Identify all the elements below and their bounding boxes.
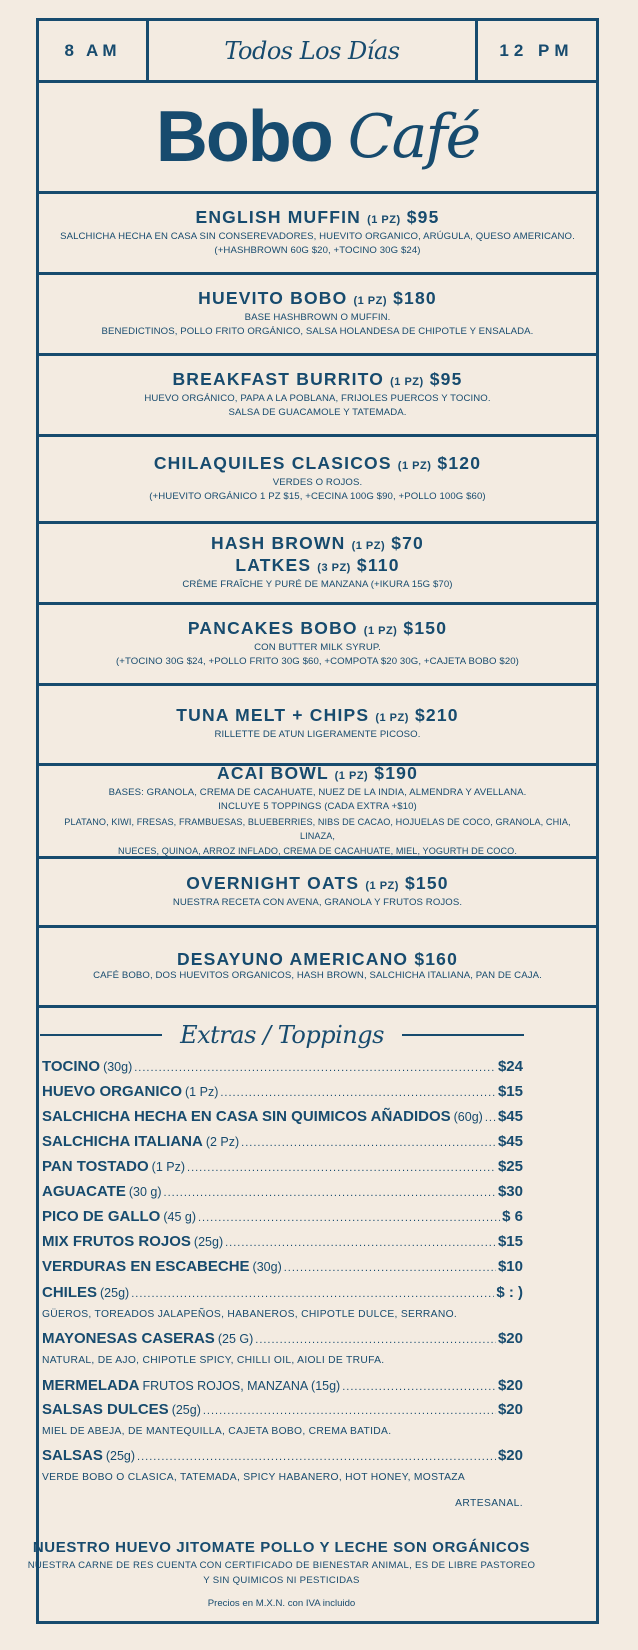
item-qty: (1 PZ) <box>397 459 432 472</box>
item-qty: (1 PZ) <box>363 624 398 637</box>
item-name: LATKES <box>235 554 312 575</box>
extras-title: Extras / Toppings <box>180 1021 384 1049</box>
extra-row <box>42 1083 523 1100</box>
item-desc: BENEDICTINOS, POLLO FRITO ORGÁNICO, SALSA HOLANDESA DE CHIPOTLE Y ENSALADA. <box>101 326 534 337</box>
item-price: $95 <box>406 206 440 227</box>
extra-price: $15 <box>497 1233 523 1250</box>
menu-item <box>39 437 596 524</box>
pesticides-note: Y SIN QUIMICOS NI PESTICIDAS <box>203 1575 360 1586</box>
extra-name: SALCHICHA ITALIANA <box>42 1133 203 1150</box>
item-qty: (1 PZ) <box>375 712 409 725</box>
extra-row <box>42 1183 523 1200</box>
item-title <box>177 950 458 969</box>
item-desc: PLATANO, KIWI, FRESAS, FRAMBUESAS, BLUEBERRIES, NIBS DE CACAO, HOJUELAS DE COCO, GRANOLA, CHIA, LINAZA, <box>64 816 571 842</box>
leader-dots <box>220 1087 496 1099</box>
item-desc: SALSA DE GUACAMOLE Y TATEMADA. <box>228 407 407 418</box>
item-title <box>217 764 418 786</box>
extra-options: VERDE BOBO O CLASICA, TATEMADA, SPICY HABANERO, HOT HONEY, MOSTAZA <box>42 1472 465 1483</box>
item-price: $180 <box>393 287 437 308</box>
extra-options: MIEL DE ABEJA, DE MANTEQUILLA, CAJETA BOBO, CREMA BATIDA. <box>42 1426 392 1437</box>
extra-name: MAYONESAS CASERAS <box>42 1330 215 1347</box>
leader-dots <box>137 1451 496 1463</box>
item-title <box>172 370 462 392</box>
extra-options-continued: ARTESANAL. <box>455 1498 523 1509</box>
extra-price: $20 <box>497 1401 523 1418</box>
leader-dots <box>164 1187 496 1199</box>
item-desc: NUECES, QUINOA, ARROZ INFLADO, CREMA DE CACAHUATE, MIEL, YOGURTH DE COCO. <box>118 845 517 856</box>
extra-qty: (1 Pz) <box>151 1160 186 1174</box>
extra-name: SALSAS DULCES <box>42 1401 169 1418</box>
extra-name: MIX FRUTOS ROJOS <box>42 1233 191 1250</box>
item-qty: (3 PZ) <box>317 561 351 574</box>
extra-qty: (1 Pz) <box>185 1085 219 1099</box>
organic-notice: NUESTRO HUEVO JITOMATE POLLO Y LECHE SON ORGÁNICOS <box>32 1539 531 1556</box>
menu-item <box>39 605 596 686</box>
item-title <box>154 454 481 476</box>
leader-dots <box>203 1405 496 1417</box>
menu-item <box>39 194 596 275</box>
divider <box>402 1034 524 1037</box>
item-name: DESAYUNO AMERICANO <box>176 948 409 969</box>
menu-item <box>39 928 596 1008</box>
menu-item <box>39 356 596 437</box>
leader-dots <box>187 1162 496 1174</box>
item-price: $110 <box>356 554 400 575</box>
item-price: $160 <box>414 948 459 969</box>
item-desc: BASE HASHBROWN O MUFFIN. <box>244 311 391 323</box>
leader-dots <box>225 1237 496 1249</box>
menu-item <box>39 524 596 605</box>
extra-price: $15 <box>497 1083 523 1100</box>
item-desc: INCLUYE 5 TOPPINGS (CADA EXTRA +$10) <box>218 801 417 813</box>
item-name: CHILAQUILES CLASICOS <box>153 452 392 473</box>
item-desc: CON BUTTER MILK SYRUP. <box>254 641 381 653</box>
extra-name: PAN TOSTADO <box>42 1158 149 1175</box>
item-title <box>188 619 447 641</box>
extras-heading <box>40 1018 524 1052</box>
extra-price: $ 6 <box>502 1208 523 1225</box>
extra-price: $ : ) <box>496 1284 523 1301</box>
item-title <box>235 556 399 578</box>
item-desc: VERDES O ROJOS. <box>272 476 363 488</box>
brand-title <box>39 83 596 194</box>
divider <box>40 1034 162 1037</box>
leader-dots <box>198 1212 500 1224</box>
item-desc: HUEVO ORGÁNICO, PAPA A LA POBLANA, FRIJOLES PUERCOS Y TOCINO. <box>144 392 491 404</box>
extra-row <box>42 1447 523 1464</box>
item-price: $70 <box>391 532 424 553</box>
extra-name: HUEVO ORGANICO <box>42 1083 183 1100</box>
extra-qty: (30 g) <box>128 1185 162 1199</box>
item-title <box>211 534 424 556</box>
item-desc: RILLETTE DE ATUN LIGERAMENTE PICOSO. <box>214 729 421 741</box>
leader-dots <box>241 1137 496 1149</box>
item-qty: (1 PZ) <box>390 375 424 388</box>
leader-dots <box>485 1112 496 1124</box>
item-desc: (+HUEVITO ORGÁNICO 1 PZ $15, +CECINA 100G $90, +POLLO 100G $60) <box>149 491 486 502</box>
extra-qty: (30g) <box>103 1060 133 1074</box>
close-time: 12 PM <box>475 21 595 80</box>
extra-row <box>42 1108 523 1125</box>
item-desc: NUESTRA RECETA CON AVENA, GRANOLA Y FRUTOS ROJOS. <box>172 896 463 908</box>
beef-certificate-note: NUESTRA CARNE DE RES CUENTA CON CERTIFICADO DE BIENESTAR ANIMAL, ES DE LIBRE PASTOREO <box>27 1560 536 1571</box>
item-price: $120 <box>437 452 482 473</box>
item-title <box>186 874 448 896</box>
item-price: $150 <box>404 872 449 893</box>
extra-name: TOCINO <box>42 1058 101 1075</box>
brand-script: Café <box>347 102 480 172</box>
extra-row <box>42 1377 523 1394</box>
open-time: 8 AM <box>39 21 149 80</box>
menu-item <box>39 686 596 766</box>
extra-name: CHILES <box>42 1284 98 1301</box>
extra-qty: (25g) <box>171 1403 201 1417</box>
extra-row <box>42 1258 523 1275</box>
extra-row <box>42 1401 523 1418</box>
item-name: HUEVITO BOBO <box>198 287 348 308</box>
item-name: HASH BROWN <box>211 532 346 553</box>
extra-price: $45 <box>497 1133 523 1150</box>
item-name: TUNA MELT + CHIPS <box>176 705 370 726</box>
menu-item <box>39 762 596 859</box>
item-desc: CAFÉ BOBO, DOS HUEVITOS ORGANICOS, HASH BROWN, SALCHICHA ITALIANA, PAN DE CAJA. <box>93 969 542 981</box>
item-name: ENGLISH MUFFIN <box>195 206 362 227</box>
extra-price: $30 <box>497 1183 523 1200</box>
extra-name: SALSAS <box>42 1447 103 1464</box>
item-name: ACAÍ BOWL <box>216 762 329 783</box>
extra-qty: (25 G) <box>217 1332 254 1346</box>
extra-price: $20 <box>497 1447 523 1464</box>
extra-name: MERMELADA <box>42 1377 140 1394</box>
item-price: $210 <box>414 705 459 726</box>
extra-name: PICO DE GALLO <box>42 1208 161 1225</box>
item-title <box>176 706 458 728</box>
extra-price: $25 <box>497 1158 523 1175</box>
extra-price: $20 <box>497 1377 523 1394</box>
brand-name: Bobo <box>155 97 332 177</box>
price-note: Precios en M.X.N. con IVA incluido <box>207 1598 356 1609</box>
item-title <box>195 208 439 230</box>
item-title <box>198 289 437 311</box>
extra-qty: (30g) <box>252 1260 282 1274</box>
extra-qty: (25g) <box>100 1286 130 1300</box>
leader-dots <box>342 1381 496 1393</box>
item-name: OVERNIGHT OATS <box>186 872 360 893</box>
item-price: $190 <box>374 762 418 783</box>
item-desc: (+HASHBROWN 60G $20, +TOCINO 30G $24) <box>214 245 421 256</box>
item-desc: (+TOCINO 30G $24, +POLLO FRITO 30G $60, +COMPOTA $20 30G, +CAJETA BOBO $20) <box>116 656 519 667</box>
extra-row <box>42 1330 523 1347</box>
extra-row <box>42 1158 523 1175</box>
extra-qty: (45 g) <box>163 1210 196 1224</box>
extra-qty: (2 Pz) <box>205 1135 240 1149</box>
extra-name: AGUACATE <box>42 1183 126 1200</box>
extra-row <box>42 1284 523 1301</box>
leader-dots <box>134 1062 496 1074</box>
item-name: PANCAKES BOBO <box>187 617 358 638</box>
extra-row <box>42 1208 523 1225</box>
extra-price: $45 <box>497 1108 523 1125</box>
leader-dots <box>284 1262 496 1274</box>
item-desc: BASES: GRANOLA, CREMA DE CACAHUATE, NUEZ DE LA INDIA, ALMENDRA Y AVELLANA. <box>108 786 527 798</box>
menu-item <box>39 275 596 356</box>
item-desc: SALCHICHA HECHA EN CASA SIN CONSEREVADORES, HUEVITO ORGANICO, ARÚGULA, QUESO AMERICANO. <box>60 230 575 242</box>
leader-dots <box>255 1334 496 1346</box>
extra-qty: FRUTOS ROJOS, MANZANA (15g) <box>142 1379 341 1393</box>
item-desc: CRÈME FRAÎCHE Y PURÉ DE MANZANA (+IKURA 15G $70) <box>182 578 453 590</box>
extra-row <box>42 1133 523 1150</box>
extra-row <box>42 1233 523 1250</box>
item-qty: (1 PZ) <box>334 769 369 782</box>
extra-options: GÜEROS, TOREADOS JALAPEÑOS, HABANEROS, CHIPOTLE DULCE, SERRANO. <box>42 1309 458 1320</box>
item-price: $150 <box>403 617 448 638</box>
item-qty: (1 PZ) <box>351 539 386 552</box>
item-name: BREAKFAST BURRITO <box>172 368 385 389</box>
leader-dots <box>131 1288 494 1300</box>
extra-name: SALCHICHA HECHA EN CASA SIN QUIMICOS AÑADIDOS <box>42 1108 451 1125</box>
item-qty: (1 PZ) <box>367 213 401 226</box>
menu-item <box>39 859 596 928</box>
extra-price: $20 <box>497 1330 523 1347</box>
extra-qty: (25g) <box>105 1449 136 1463</box>
extra-name: VERDURAS EN ESCABECHE <box>42 1258 250 1275</box>
days-label: Todos Los Días <box>224 36 400 65</box>
extra-qty: (60g) <box>453 1110 483 1124</box>
extra-options: NATURAL, DE AJO, CHIPOTLE SPICY, CHILLI OIL, AIOLI DE TRUFA. <box>42 1355 385 1366</box>
item-qty: (1 PZ) <box>353 294 388 307</box>
extra-price: $24 <box>497 1058 523 1075</box>
item-price: $95 <box>429 368 463 389</box>
extra-price: $10 <box>497 1258 523 1275</box>
item-qty: (1 PZ) <box>365 879 399 892</box>
extra-qty: (25g) <box>193 1235 224 1249</box>
extra-row <box>42 1058 523 1075</box>
header-row <box>39 21 596 83</box>
